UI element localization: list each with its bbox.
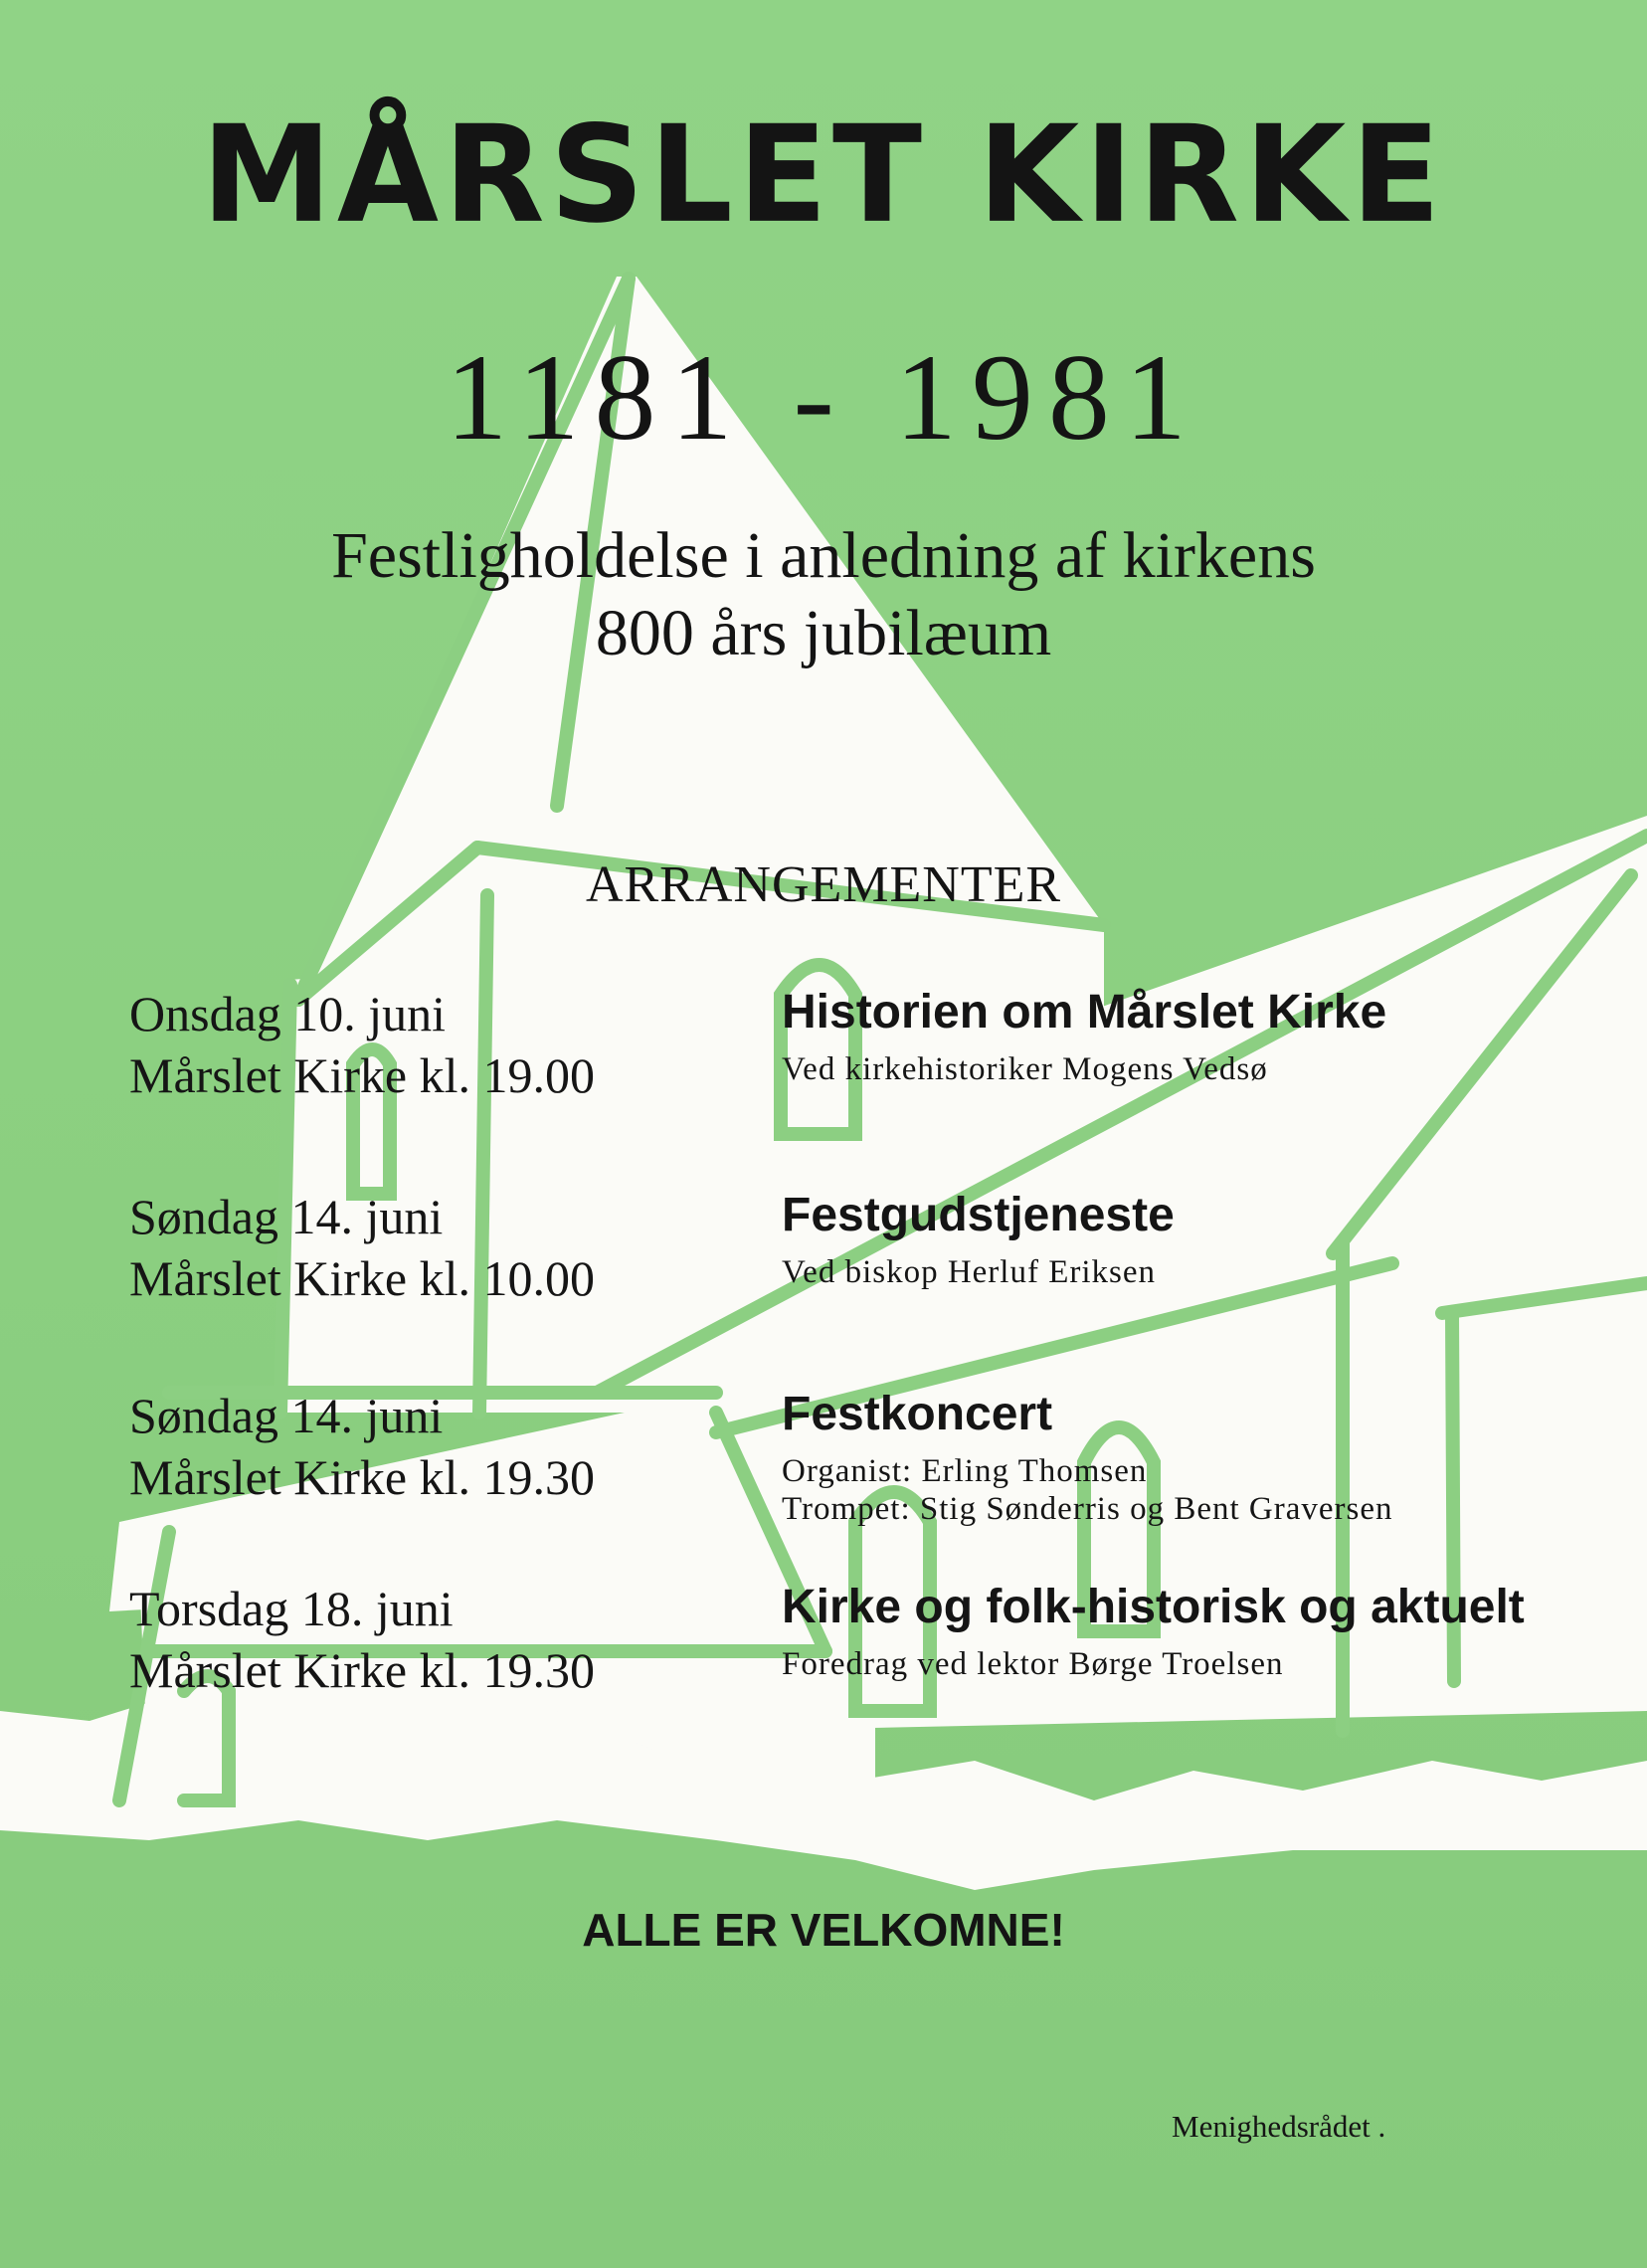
event-description-line: Ved biskop Herluf Eriksen [782, 1254, 1157, 1290]
event-description-line: Trompet: Stig Sønderris og Bent Graversen [782, 1491, 1393, 1527]
event-day: Torsdag 18. juni [129, 1581, 454, 1636]
event-description-line: Ved kirkehistoriker Mogens Vedsø [782, 1051, 1268, 1087]
event-description [782, 1452, 1393, 1528]
event-when [129, 1186, 595, 1309]
event-day: Søndag 14. juni [129, 1388, 444, 1443]
event-when [129, 1578, 595, 1701]
event-2 [0, 1186, 1647, 1385]
event-title: Festkoncert [782, 1388, 1053, 1440]
event-place-time: Mårslet Kirke kl. 19.30 [129, 1642, 595, 1698]
event-description [782, 1253, 1175, 1291]
anniversary-years: 1181 - 1981 [446, 329, 1201, 466]
event-title: Festgudstjeneste [782, 1189, 1175, 1241]
event-description [782, 1050, 1386, 1088]
poster-title: MÅRSLET KIRKE [201, 96, 1446, 254]
event-place-time: Mårslet Kirke kl. 19.00 [129, 1047, 595, 1103]
event-day: Søndag 14. juni [129, 1189, 444, 1244]
event-details [782, 983, 1386, 1088]
subtitle-line-2: 800 års jubilæum [595, 597, 1052, 669]
section-heading: ARRANGEMENTER [585, 856, 1062, 913]
event-details [782, 1385, 1393, 1528]
event-title: Historien om Mårslet Kirke [782, 986, 1387, 1039]
event-description-line: Foredrag ved lektor Børge Troelsen [782, 1646, 1284, 1682]
event-1 [0, 983, 1647, 1182]
welcome-text: ALLE ER VELKOMNE! [582, 1904, 1065, 1956]
event-day: Onsdag 10. juni [129, 986, 447, 1041]
subtitle-line-1: Festligholdelse i anledning af kirkens [331, 519, 1316, 592]
event-place-time: Mårslet Kirke kl. 19.30 [129, 1449, 595, 1505]
event-3 [0, 1385, 1647, 1584]
event-details [782, 1578, 1525, 1683]
event-4 [0, 1578, 1647, 1777]
event-place-time: Mårslet Kirke kl. 10.00 [129, 1250, 595, 1306]
event-when [129, 1385, 595, 1508]
event-when [129, 983, 595, 1106]
event-title: Kirke og folk-historisk og aktuelt [782, 1581, 1525, 1633]
event-details [782, 1186, 1175, 1291]
subtitle [0, 517, 1647, 672]
event-description [782, 1645, 1525, 1683]
signature: Menighedsrådet . [1172, 2109, 1386, 2144]
event-description-line: Organist: Erling Thomsen [782, 1453, 1148, 1489]
